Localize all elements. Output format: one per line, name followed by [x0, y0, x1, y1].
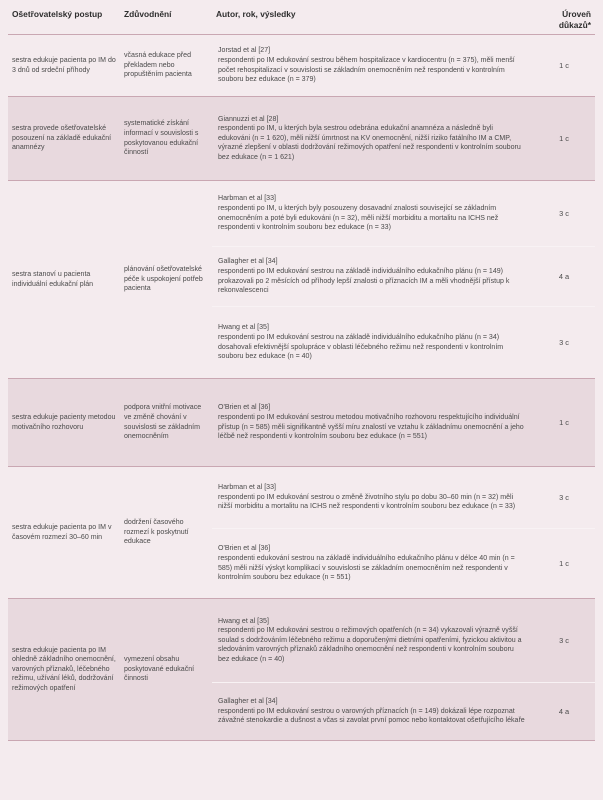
evidence-level: 1 c: [533, 35, 595, 97]
study-result: respondenti po IM, u kterých byla sestrou odebrána edukační anamnéza a následně byli edukováni (n = 1 620), měli nižší úmrtnost na KV onemocnění, nižší riziko fatálního IM a CMP, výrazné zlepšení v oblasti dodržování režimových opatření než respondenti v kontrolním souboru bez edukace (n = 1 621): [218, 125, 521, 161]
evidence-level: 3 c: [533, 307, 595, 379]
study-cell: [212, 379, 533, 467]
study-cell: [212, 467, 533, 529]
zduvodneni-cell: plánování ošetřovatelské péče k uspokojení potřeb pacienta: [120, 181, 212, 379]
study-result: respondenti po IM edukování sestrou metodou motivačního rozhovoru respektujícího individuální přístup (n = 585) měli signifikantně vyšší míru znalostí ve vztahu k základnímu onemocnění a jeho léčbě než respondenti v kontrolním souboru bez edukace (n = 551): [218, 413, 524, 441]
study-author: Harbman et al [33]: [218, 484, 276, 492]
postup-cell: sestra edukuje pacienta po IM ohledně základního onemocnění, varovných příznaků, léčebného režimu, užívání léků, dodržování režimových opatření: [8, 599, 120, 741]
table-row: [8, 599, 595, 683]
study-author: O'Brien et al [36]: [218, 545, 271, 553]
study-result: respondenti po IM edukování sestrou o změně životního stylu po dobu 30–60 min (n = 32) měli nižší morbiditu a mortalitu na ICHS než respondenti v kontrolním souboru bez edukace (n = 33): [218, 493, 516, 511]
evidence-level: 1 c: [533, 97, 595, 181]
study-author: Gallagher et al [34]: [218, 258, 278, 266]
zduvodneni-cell: podpora vnitřní motivace ve změně chování v souvislosti se základním onemocněním: [120, 379, 212, 467]
study-author: Gallagher et al [34]: [218, 698, 278, 706]
table-row: [8, 467, 595, 529]
study-result: respondenti po IM, u kterých byly posouzeny dosavadní znalosti související se základním onemocněním a poté byli edukováni (n = 32), měli nižší morbiditu a mortalitu na ICHS než respondenti v kontrolním souboru bez edukace (n = 33): [218, 204, 499, 232]
study-result: respondenti po IM edukování sestrou na základě individuálního edukačního plánu (n = 149) prokazovali po 2 měsících od příhody lepší znalosti o příznacích IM a měli vhodnější přístup k rekonvalescenci: [218, 267, 510, 295]
study-author: O'Brien et al [36]: [218, 404, 271, 412]
study-cell: [212, 35, 533, 97]
postup-cell: sestra edukuje pacienty metodou motivačního rozhovoru: [8, 379, 120, 467]
evidence-level: 4 a: [533, 683, 595, 741]
table-row: [8, 379, 595, 467]
zduvodneni-cell: vymezení obsahu poskytované edukační činnosti: [120, 599, 212, 741]
study-result: respondenti edukování sestrou na základě individuálního edukačního plánu v délce 40 min (n = 585) měli nižší výskyt komplikací v souvislosti se základním onemocněním než respondenti v kontrolním souboru bez edukace (n = 551): [218, 554, 515, 582]
study-author: Hwang et al [35]: [218, 617, 269, 625]
header-zduvodneni: Zdůvodnění: [120, 6, 212, 35]
study-result: respondenti po IM edukováni sestrou o režimových opatřeních (n = 34) vykazovali výrazně vyšší soulad s dodržováním léčebného režimu a doporučenými dietními opatřeními, fyzickou aktivitou a sledováním varovných příznaků základního onemocnění než respondenti v kontrolním souboru bez edukace (n = 40): [218, 627, 522, 663]
study-cell: [212, 307, 533, 379]
study-author: Hwang et al [35]: [218, 324, 269, 332]
postup-cell: sestra edukuje pacienta po IM do 3 dnů od srdeční příhody: [8, 35, 120, 97]
zduvodneni-cell: včasná edukace před překladem nebo propuštěním pacienta: [120, 35, 212, 97]
study-result: respondenti po IM edukování sestrou o varovných příznacích (n = 149) dokázali lépe rozpoznat závažné stenokardie a dušnost a včas si zavolat první pomoc nebo kontaktovat ošetřujícího lékaře: [218, 707, 525, 725]
postup-cell: sestra provede ošetřovatelské posouzení na základě edukační anamnézy: [8, 97, 120, 181]
evidence-level: 1 c: [533, 529, 595, 599]
postup-cell: sestra edukuje pacienta po IM v časovém rozmezí 30–60 min: [8, 467, 120, 599]
header-autor: Autor, rok, výsledky: [212, 6, 533, 35]
study-cell: [212, 181, 533, 247]
evidence-level: 4 a: [533, 247, 595, 307]
evidence-level: 3 c: [559, 492, 569, 502]
evidence-table: [8, 6, 595, 741]
header-postup: Ošetřovatelský postup: [8, 6, 120, 35]
study-cell: [212, 247, 533, 307]
zduvodneni-cell: dodržení časového rozmezí k poskytnutí edukace: [120, 467, 212, 599]
table-row: [8, 35, 595, 97]
study-cell: [212, 529, 533, 599]
zduvodneni-cell: systematické získání informací v souvislosti s poskytovanou edukační činností: [120, 97, 212, 181]
study-cell: [212, 97, 533, 181]
study-author: Giannuzzi et al [28]: [218, 115, 279, 123]
study-author: Jorstad et al [27]: [218, 47, 271, 55]
header-uroven: Úroveň důkazů*: [533, 6, 595, 35]
study-result: respondenti po IM edukování sestrou na základě individuálního edukačního plánu (n = 34) dosahovali efektivnější spolupráce v oblasti léčebného režimu než respondenti v kontrolním souboru bez edukace (n = 40): [218, 333, 504, 361]
evidence-level: 3 c: [533, 599, 595, 683]
table-row: [8, 181, 595, 247]
postup-cell: sestra stanoví u pacienta individuální edukační plán: [8, 181, 120, 379]
evidence-level: 1 c: [533, 379, 595, 467]
study-author: Harbman et al [33]: [218, 195, 276, 203]
study-cell: [212, 599, 533, 683]
study-result: respondenti po IM edukování sestrou během hospitalizace v kardiocentru (n = 375), měli menší počet rehospitalizací v souvislosti se základním onemocněním než respondenti v kontrolním souboru bez edukace (n = 379): [218, 56, 515, 84]
study-cell: [212, 683, 533, 741]
evidence-level: 3 c: [559, 208, 569, 218]
table-row: [8, 97, 595, 181]
table-header-row: [8, 6, 595, 35]
